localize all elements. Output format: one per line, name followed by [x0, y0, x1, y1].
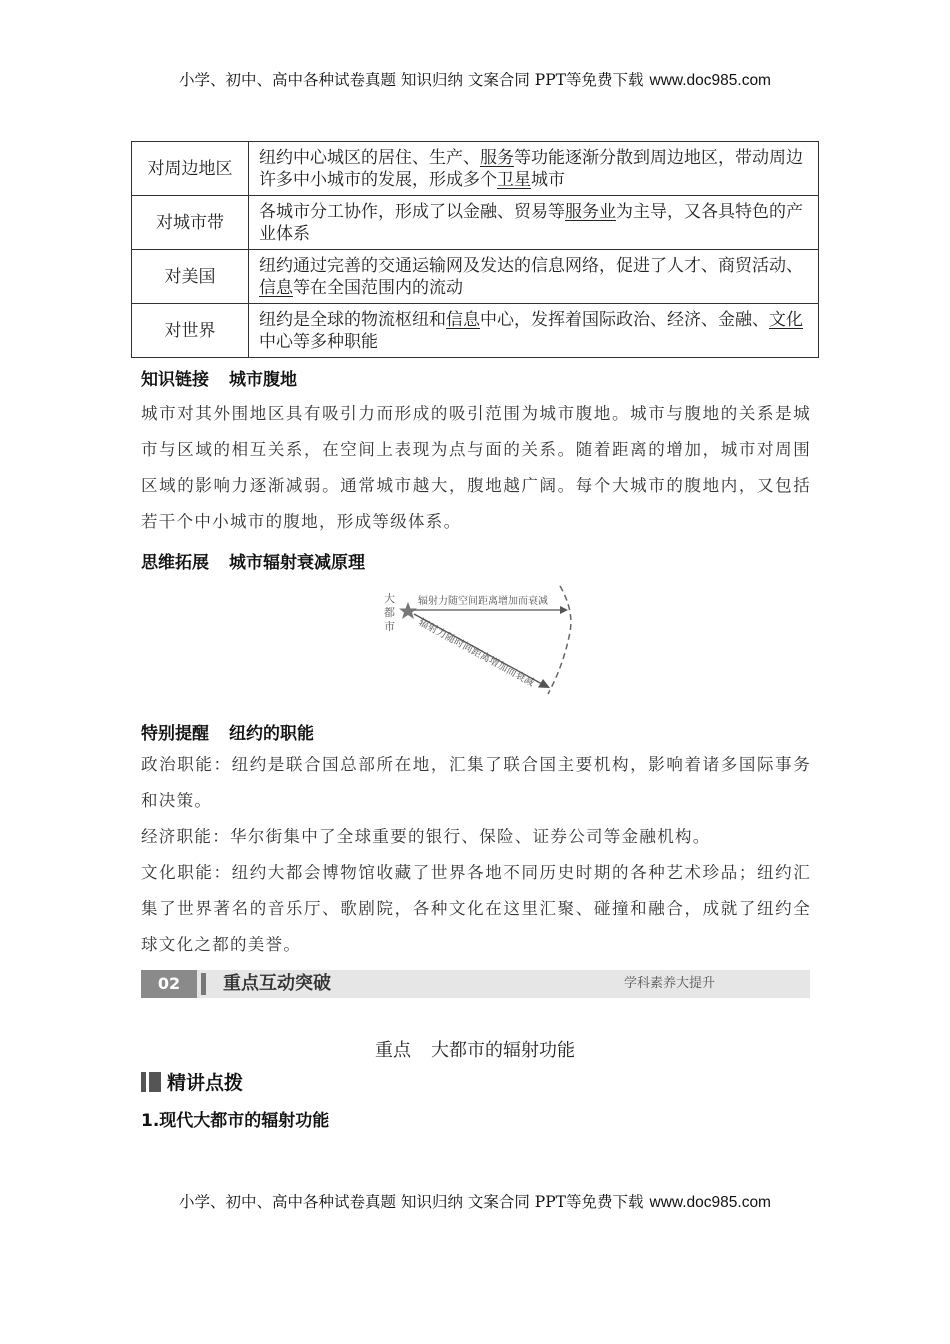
page-footer [0, 1190, 950, 1212]
banner-subtitle: 学科素养大提升 [623, 976, 715, 991]
thinking-expansion-heading [141, 548, 365, 573]
political-function-text: 政治职能：纽约是联合国总部所在地，汇集了联合国主要机构，影响着诸多国际事务和决策。 [141, 755, 811, 810]
table-row [132, 142, 819, 196]
banner-title: 重点互动突破 [223, 973, 331, 994]
dashed-boundary-arc [548, 586, 571, 694]
arrowhead-space-icon [560, 606, 568, 614]
special-reminder-heading [141, 719, 314, 744]
row-value: 纽约是全球的物流枢纽和信息中心，发挥着国际政治、经济、金融、文化中心等多种职能 [249, 304, 819, 358]
page-header [0, 68, 950, 90]
explanation-heading [141, 1068, 243, 1095]
cultural-function-text: 文化职能：纽约大都会博物馆收藏了世界各地不同历史时期的各种艺术珍品；纽约汇集了世界著名的音乐厅、歌剧院，各种文化在这里汇聚、碰撞和融合，成就了纽约全球文化之都的美誉。 [141, 863, 811, 954]
row-value: 各城市分工协作，形成了以金融、贸易等服务业为主导，又各具特色的产业体系 [249, 196, 819, 250]
subheading-1: 1.现代大都市的辐射功能 [141, 1111, 330, 1131]
table-row [132, 196, 819, 250]
section-mark-icon [141, 1072, 161, 1092]
row-value: 纽约通过完善的交通运输网及发达的信息网络，促进了人才、商贸活动、信息等在全国范围内的流动 [249, 250, 819, 304]
section-label: 特别提醒 [141, 724, 209, 744]
table-row [132, 304, 819, 358]
economic-function-text: 经济职能：华尔街集中了全球重要的银行、保险、证券公司等金融机构。 [141, 827, 711, 846]
focus-label: 重点 [375, 1040, 411, 1061]
banner-divider [201, 973, 206, 995]
footer-text: 小学、初中、高中各种试卷真题 知识归纳 文案合同 PPT等免费下载 [179, 1193, 644, 1211]
section-title: 城市腹地 [229, 370, 297, 390]
knowledge-link-heading [141, 365, 297, 390]
section-title: 城市辐射衰减原理 [229, 553, 365, 573]
table-row [132, 250, 819, 304]
diagram-city-label-3: 市 [384, 620, 395, 633]
paragraph-text: 城市对其外围地区具有吸引力而形成的吸引范围为城市腹地。城市与腹地的关系是城市与区域的相互关系，在空间上表现为点与面的关系。随着距离的增加，城市对周围区域的影响力逐渐减弱。通常城市越大，腹地越广阔。每个大城市的腹地内，又包括若干个中小城市的腹地，形成等级体系。 [141, 404, 811, 531]
row-key: 对周边地区 [132, 142, 249, 196]
banner-number: 02 [141, 970, 197, 998]
section-label: 思维拓展 [141, 553, 209, 573]
diagram-city-label-1: 大 [384, 592, 395, 605]
section-banner [141, 970, 810, 998]
focus-heading [0, 1036, 950, 1062]
focus-title: 大都市的辐射功能 [431, 1040, 575, 1061]
section-title: 纽约的职能 [229, 724, 314, 744]
row-key: 对城市带 [132, 196, 249, 250]
arrow-space-label: 辐射力随空间距离增加而衰减 [418, 596, 548, 607]
hinterland-paragraph [141, 396, 811, 540]
row-key: 对世界 [132, 304, 249, 358]
functions-table [131, 141, 819, 358]
header-url[interactable]: www.doc985.com [649, 72, 771, 89]
arrow-time-label: 辐射力随时间距离增加而衰减 [416, 616, 536, 690]
section-label: 知识链接 [141, 370, 209, 390]
row-key: 对美国 [132, 250, 249, 304]
newyork-functions-text [141, 747, 811, 963]
radiation-decay-diagram [378, 582, 578, 706]
row-value: 纽约中心城区的居住、生产、服务等功能逐渐分散到周边地区，带动周边许多中小城市的发展，形成多个卫星城市 [249, 142, 819, 196]
diagram-city-label-2: 都 [384, 606, 395, 619]
explanation-label: 精讲点拨 [167, 1072, 244, 1094]
footer-url[interactable]: www.doc985.com [649, 1194, 771, 1211]
header-text: 小学、初中、高中各种试卷真题 知识归纳 文案合同 PPT等免费下载 [179, 71, 644, 89]
